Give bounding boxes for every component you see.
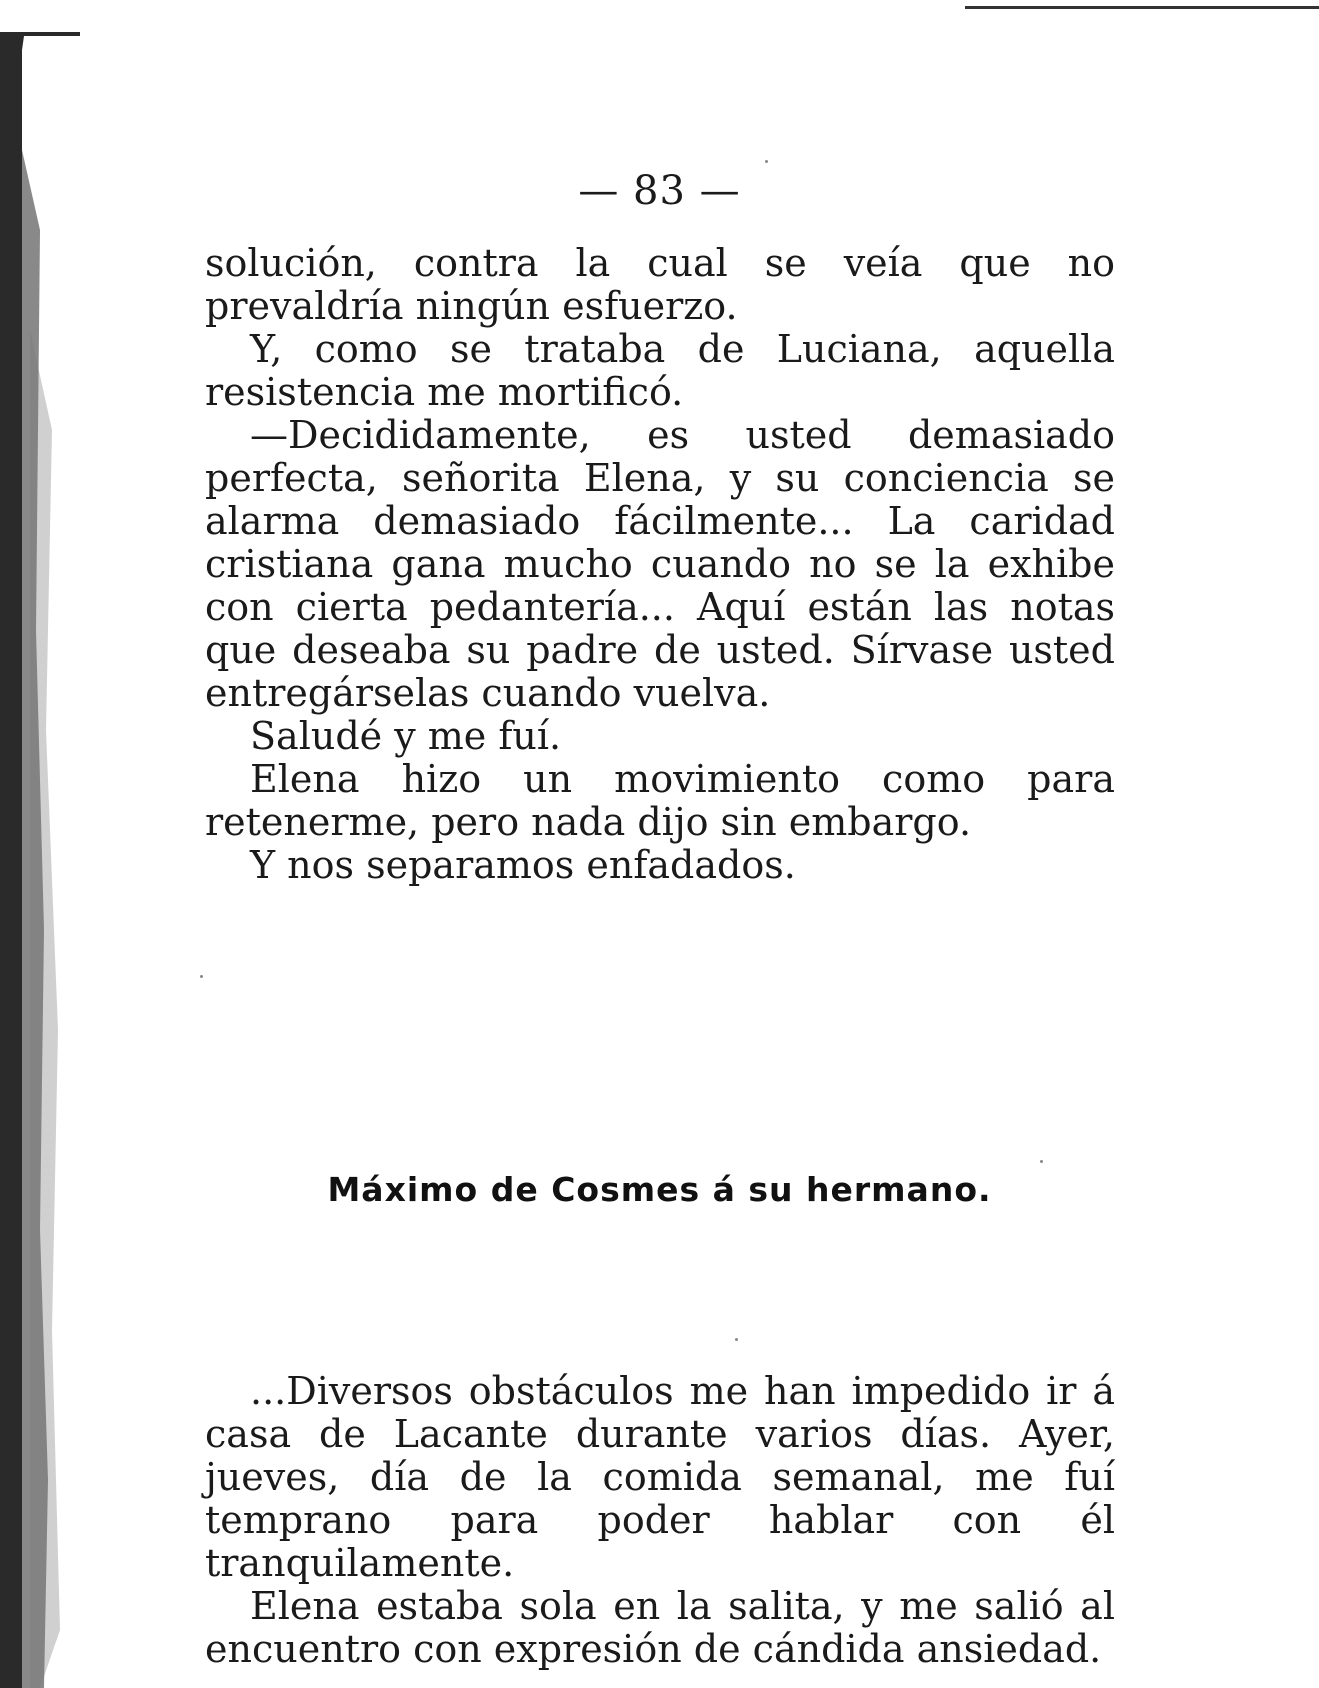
paragraph: Y nos separamos enfadados. [250,843,796,887]
binding-edge-shadow [0,30,80,1688]
scan-top-rule [965,6,1319,9]
page-number: — 83 — [578,168,741,214]
paragraph: —Decididamente, es usted demasiado perfecta, señorita Elena, y su conciencia se alarma demasiado fácilmente... La caridad cristiana gana mucho cuando no se la exhibe con cierta pedantería... Aquí están las notas que deseaba su padre de usted. Sírvase usted entregárselas cuando vuelva. [205,413,1115,715]
text-block-1 [205,242,1115,887]
paragraph: Elena hizo un movimiento como para retenerme, pero nada dijo sin embargo. [205,757,1115,844]
text-block-2 [205,1370,1115,1671]
scan-speck [765,160,768,163]
paragraph: Y, como se trataba de Luciana, aquella resistencia me mortificó. [205,327,1115,414]
scan-speck [1040,1160,1043,1163]
scan-speck [200,975,203,978]
paragraph: solución, contra la cual se veía que no prevaldría ningún esfuerzo. [205,241,1115,328]
section-heading: Máximo de Cosmes á su hermano. [327,1170,992,1209]
paragraph: Saludé y me fuí. [250,714,562,758]
paragraph: ...Diversos obstáculos me han impedido ir á casa de Lacante durante varios días. Ayer, jueves, día de la comida semanal, me fuí temprano para poder hablar con él tranquilamente. [205,1369,1115,1585]
paragraph: Elena estaba sola en la salita, y me salió al encuentro con expresión de cándida ansiedad. [205,1584,1115,1671]
scan-speck [735,1338,738,1341]
